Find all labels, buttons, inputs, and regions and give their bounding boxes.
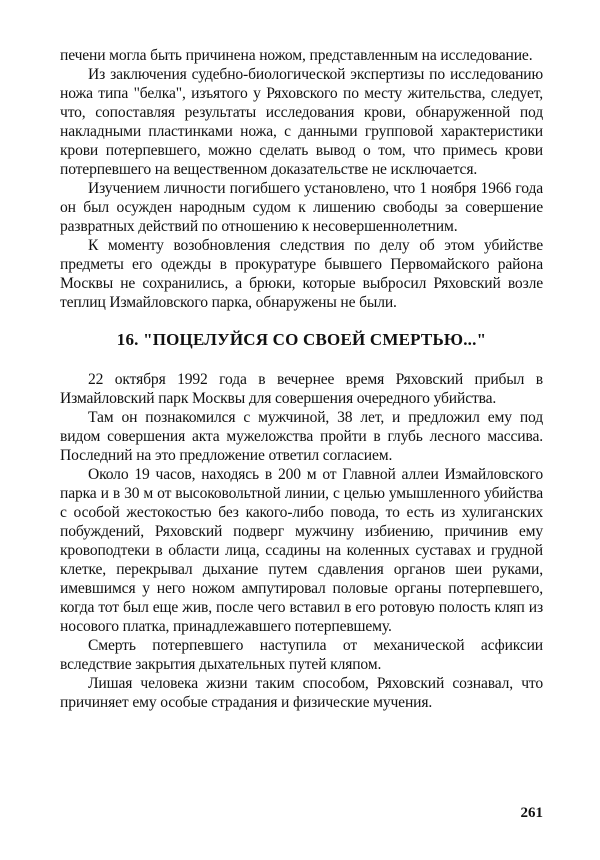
text-block-top (60, 46, 543, 312)
paragraph: Смерть потерпевшего наступила от механической асфиксии вследствие закрытия дыхательных путей кляпом. (60, 637, 543, 673)
paragraph: Лишая человека жизни таким способом, Ряховский сознавал, что причиняет ему особые страдания и физические мучения. (60, 675, 543, 711)
paragraph: К моменту возобновления следствия по делу об этом убийстве предметы его одежды в прокуратуре бывшего Первомайского района Москвы не сохранились, а брюки, которые выбросил Ряховский возле теплиц Измайловского парка, обнаружены не были. (60, 237, 543, 311)
paragraph: Из заключения судебно-биологической экспертизы по исследованию ножа типа "белка", изъятого у Ряховского по месту жительства, следует, что, сопоставляя результаты исследования крови, обнаруженной под накладными пластинками ножа, с данными групповой характеристики крови потерпевшего, можно сделать вывод о том, что примесь крови потерпевшего на вещественном доказательстве не исключается. (60, 66, 543, 178)
paragraph: Изучением личности погибшего установлено, что 1 ноября 1966 года он был осужден народным судом к лишению свободы за совершение развратных действий по отношению к несовершеннолетним. (60, 180, 543, 235)
paragraph: Около 19 часов, находясь в 200 м от Главной аллеи Измайловского парка и в 30 м от высоковольтной линии, с целью умышленного убийства с особой жестокостью без какого-либо повода, то есть из хулиганских побуждений, Ряховский подверг мужчину избиению, причинив ему кровоподтеки в области лица, ссадины на коленных суставах и грудной клетке, перекрывал дыхание путем сдавления органов шеи руками, имевшимся у него ножом ампутировал половые органы потерпевшего, когда тот был еще жив, после чего вставил в его ротовую полость кляп из носового платка, принадлежавшего потерпевшему. (60, 466, 543, 635)
page-number: 261 (520, 805, 543, 821)
book-page (60, 46, 543, 836)
text-block-bottom (60, 370, 543, 712)
chapter-title: 16. "ПОЦЕЛУЙСЯ СО СВОЕЙ СМЕРТЬЮ..." (116, 330, 487, 349)
paragraph: 22 октября 1992 года в вечернее время Ряховский прибыл в Измайловский парк Москвы для совершения очередного убийства. (60, 371, 543, 407)
paragraph: Там он познакомился с мужчиной, 38 лет, и предложил ему под видом совершения акта мужеложства пройти в глубь лесного массива. Последний на это предложение ответил согласием. (60, 409, 543, 464)
paragraph: печени могла быть причинена ножом, представленным на исследование. (60, 47, 533, 64)
